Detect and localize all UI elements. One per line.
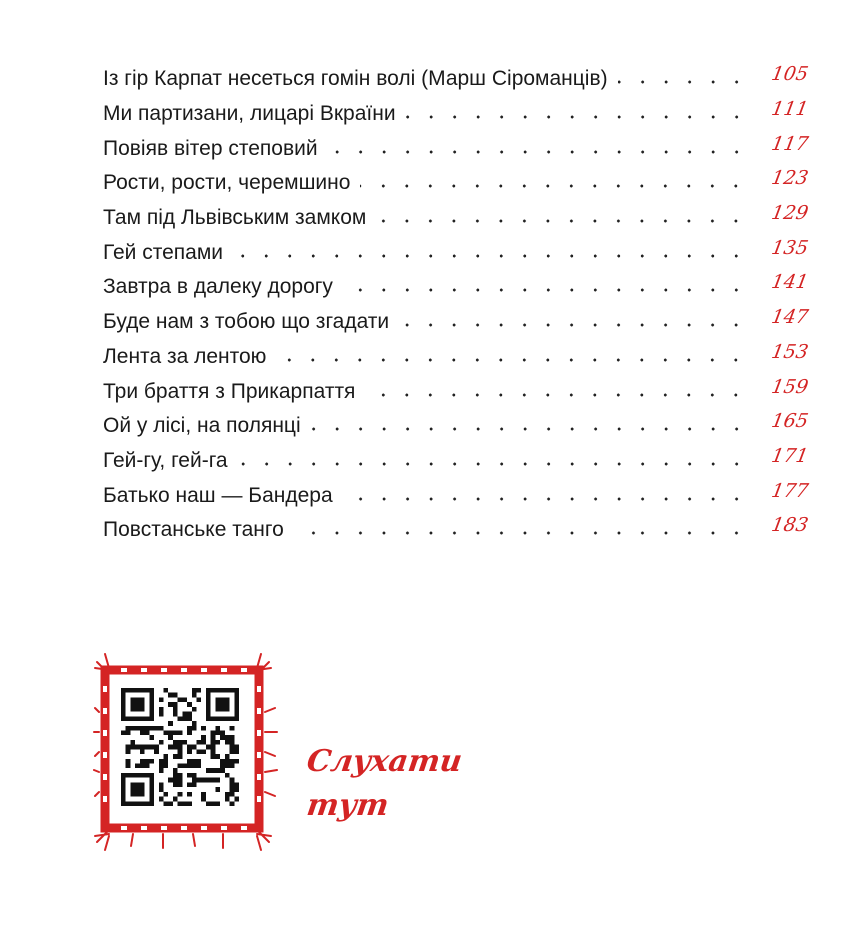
dot-leader [365,393,748,397]
toc-entry-page: 165 [769,410,810,433]
toc-entry-title: Ми партизани, лицарі Вкраїни [103,102,406,126]
toc-entry-page: 129 [769,202,810,225]
qr-code-block[interactable] [93,652,283,857]
qr-code-image[interactable] [121,688,239,806]
toc-entry-page: 177 [769,479,810,502]
listen-here-label[interactable] [304,740,507,828]
toc-entry-title: Повіяв вітер степовий [103,137,328,161]
toc-entry[interactable] [103,131,808,166]
toc-entry-title: Повстанське танго [103,518,294,542]
toc-entry-page: 105 [769,63,810,86]
toc-entry-title: Батько наш — Бандера [103,484,343,508]
toc-entry[interactable] [103,62,808,97]
toc-entry-page: 117 [769,132,810,155]
toc-entry-title: Гей степами [103,241,233,265]
dot-leader [276,358,748,362]
toc-entry-page: 159 [769,375,810,398]
toc-entry[interactable] [103,374,808,409]
toc-entry-title: Буде нам з тобою що згадати [103,310,399,334]
dot-leader [294,531,748,535]
dot-leader [406,115,748,119]
toc-entry-page: 183 [769,514,810,537]
toc-entry-page: 111 [769,98,810,121]
dot-leader [399,323,748,327]
toc-entry-page: 147 [769,306,810,329]
toc-entry[interactable] [103,201,808,236]
toc-entry[interactable] [103,444,808,479]
dot-leader [343,497,748,501]
toc-entry-page: 171 [769,444,810,467]
toc-entry[interactable] [103,340,808,375]
dot-leader [238,462,748,466]
dot-leader [233,254,748,258]
toc-entry-title: Із гір Карпат несеться гомін волі (Марш Сіроманців) [103,67,618,91]
toc-entry-page: 135 [769,236,810,259]
listen-label-line2: тут [304,788,391,823]
toc-entry[interactable] [103,513,808,548]
toc-entry-title: Рости, рости, черемшино [103,171,360,195]
toc-entry-title: Гей-гу, гей-га [103,449,238,473]
toc-entry-title: Лента за лентою [103,345,276,369]
toc-entry[interactable] [103,235,808,270]
listen-label-line1: Слухати [304,744,465,779]
toc-entry[interactable] [103,478,808,513]
toc-entry[interactable] [103,409,808,444]
toc-entry-page: 153 [769,340,810,363]
toc-entry-title: Там під Львівським замком [103,206,376,230]
toc-entry[interactable] [103,97,808,132]
toc-entry-title: Три браття з Прикарпаття [103,380,365,404]
toc-entry[interactable] [103,270,808,305]
toc-entry-title: Ой у лісі, на полянці [103,414,311,438]
dot-leader [360,184,748,188]
dot-leader [376,219,748,223]
toc-entry-page: 123 [769,167,810,190]
dot-leader [328,150,748,154]
toc-entry-title: Завтра в далеку дорогу [103,275,343,299]
toc-entry[interactable] [103,305,808,340]
table-of-contents [103,62,808,548]
dot-leader [343,288,748,292]
toc-entry[interactable] [103,166,808,201]
toc-entry-page: 141 [769,271,810,294]
dot-leader [618,80,748,84]
dot-leader [311,427,748,431]
